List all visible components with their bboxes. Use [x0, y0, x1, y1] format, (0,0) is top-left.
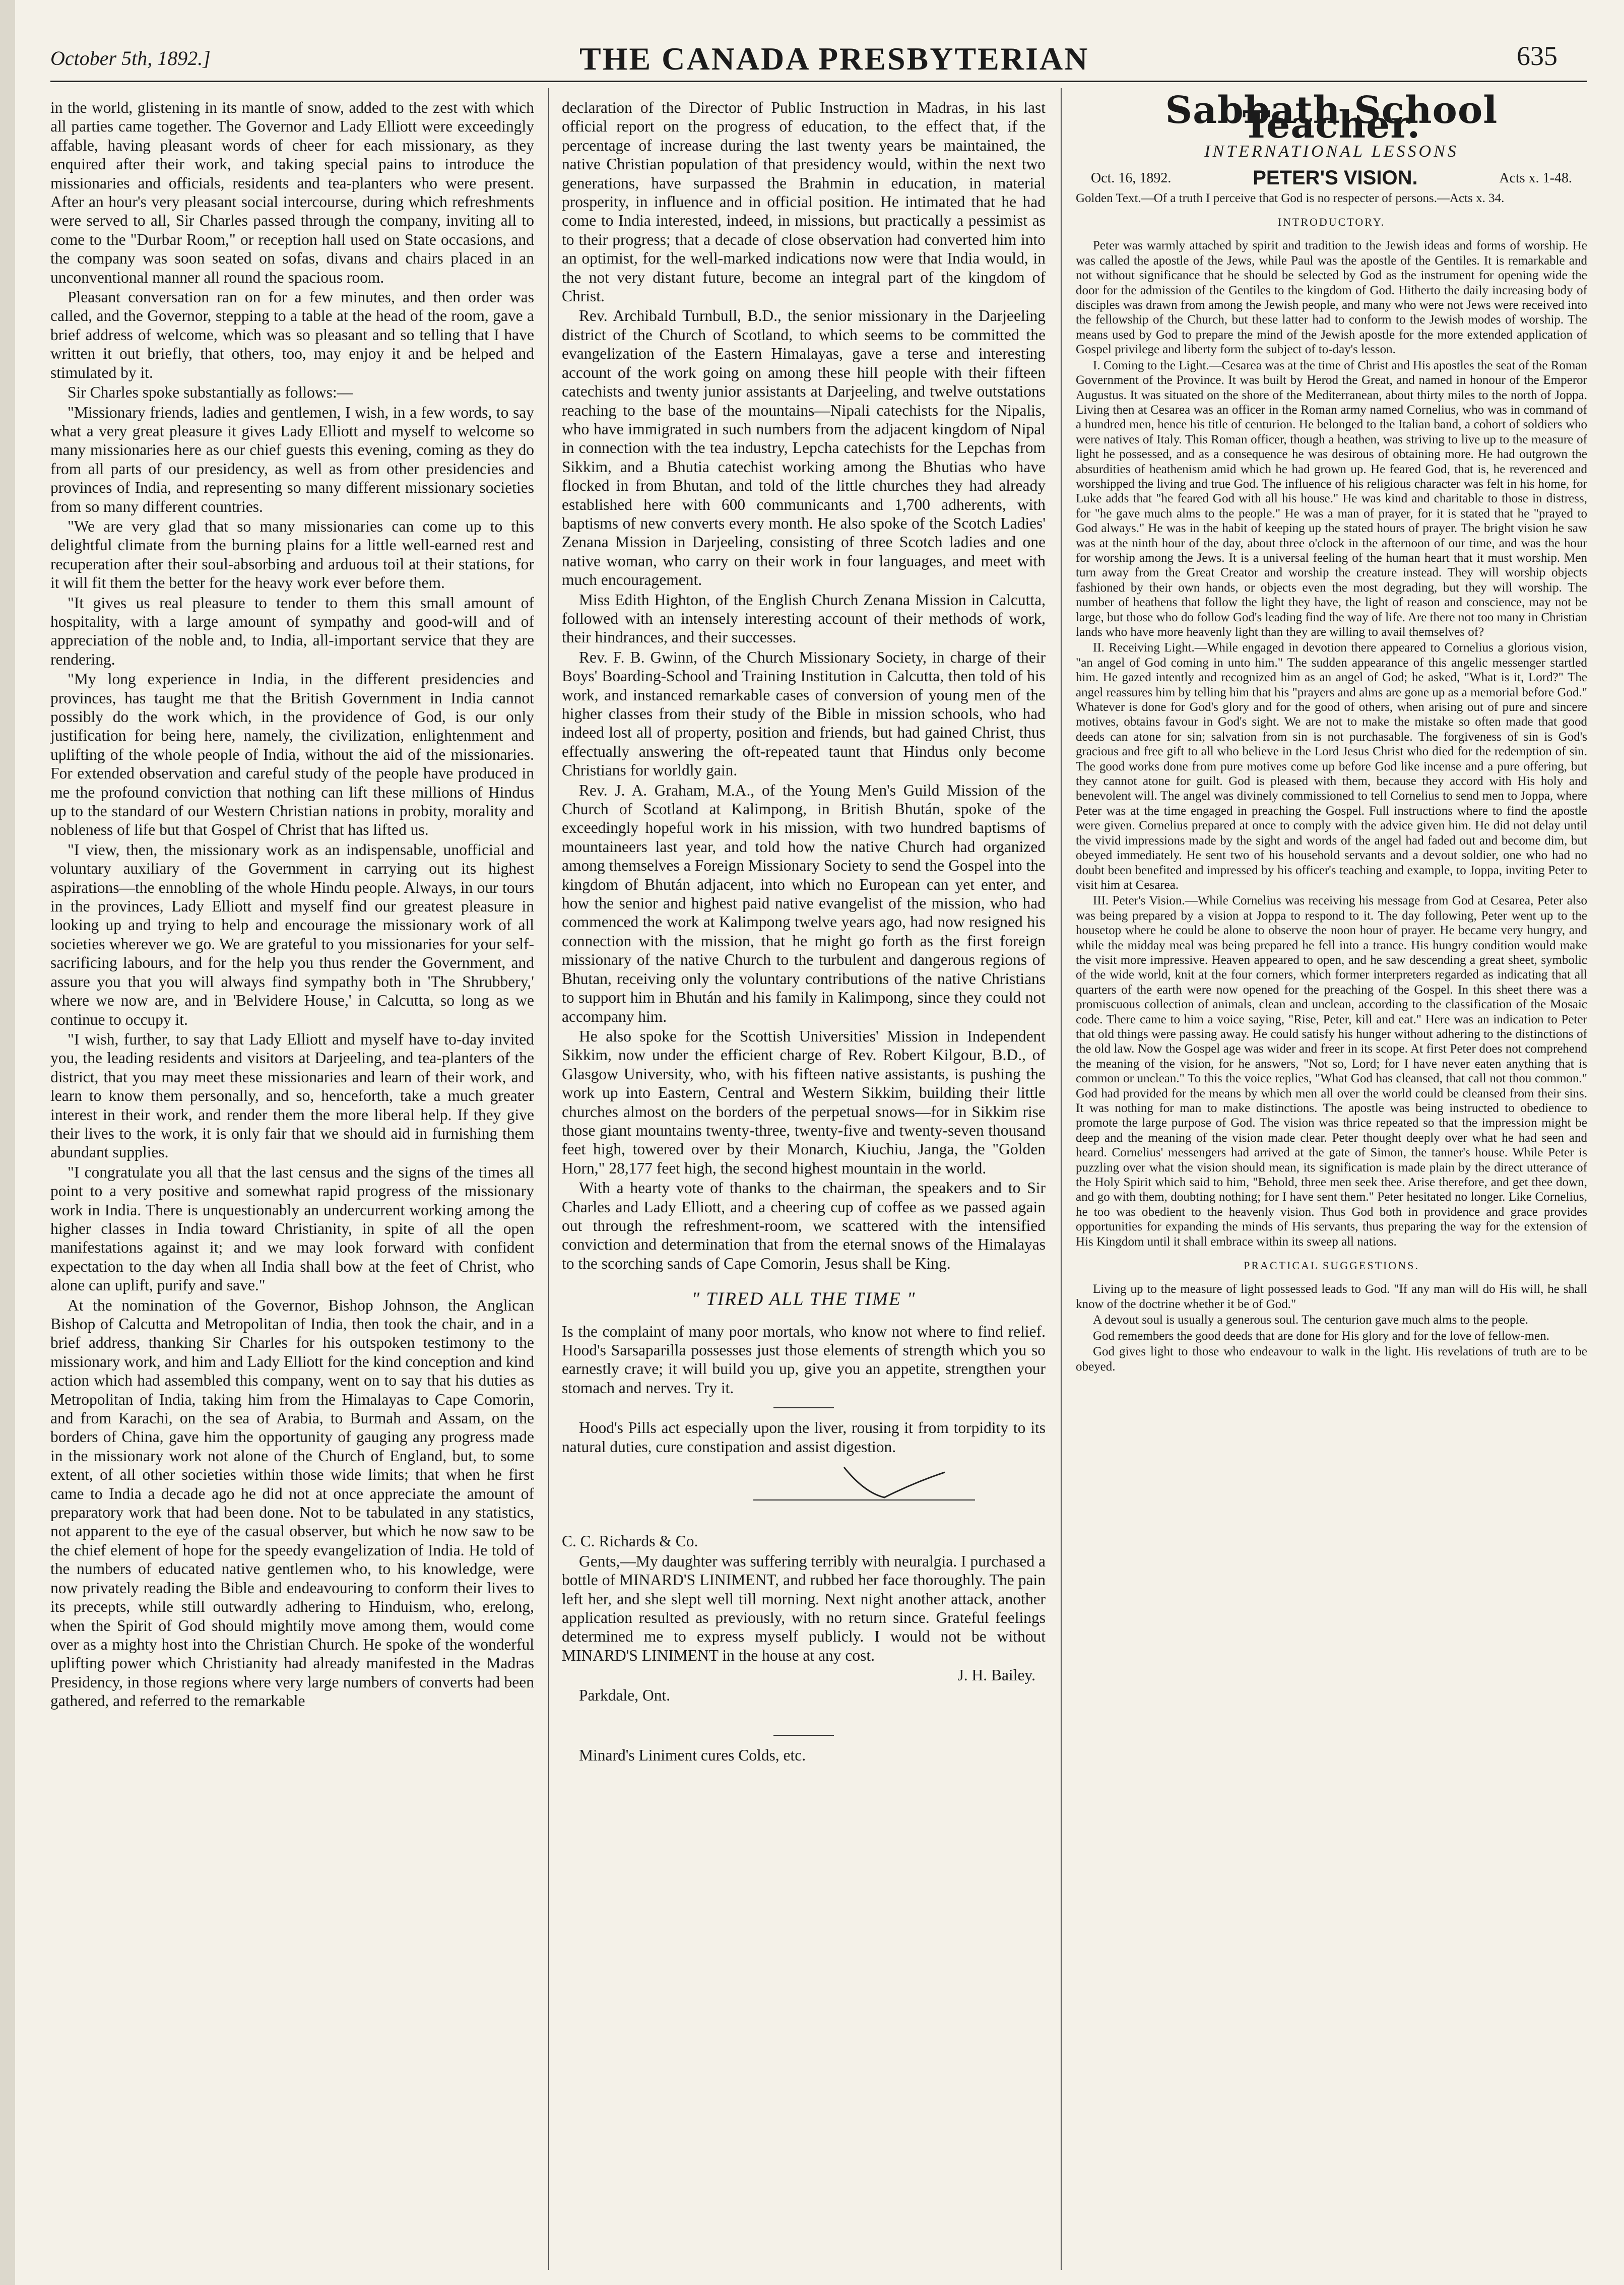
section-subtitle: INTERNATIONAL LESSONS — [1204, 142, 1459, 161]
paragraph: God gives light to those who endeavour to walk in the light. His revelations of truth are to be obeyed. — [1076, 1345, 1587, 1374]
page-number: 635 — [1517, 41, 1557, 71]
divider — [773, 1407, 834, 1408]
paragraph: "I view, then, the missionary work as an indispensable, unofficial and voluntary auxiliary of the Government in carrying out its highest aspirations—the ennobling of the whole Hindu people. Always, in our tours in the provinces, Lady Elliott and myself find our greatest pleasure in looking up and trying to help and encourage the missionary work of all societies wherever we go. We are grateful to you missionaries for your self-sacrificing labours, and for the help you thus render the Government, and assure you that you will always find sympathy both in 'The Shrubbery,' where we now are, and in 'Belvidere House,' in Calcutta, so long as we continue to occupy it. — [50, 840, 534, 1028]
paragraph: II. Receiving Light.—While engaged in devotion there appeared to Cornelius a glorious vision, "an angel of God coming in unto him." The sudden appearance of this angelic messenger startled him. He gazed intently and recognized him as an angel of God; he asked, "What is it, Lord?" The angel reassures him by telling him that his "prayers and alms are gone up as a memorial before God." Whatever is done for God's glory and for the good of others, when arising out of pure and sincere motives, obtains favour in God's sight. We are not to make the mistake so often made that good deeds can atone for sin; salvation from sin is not purchasable. The forgiveness of sin is God's gracious and free gift to all who believe in the Lord Jesus Christ who died for the redemption of sin. The good works done from pure motives come up before God like incense and a pure offering, but they cannot atone for guilt. God is pleased with them, because they accord with His holy and benevolent will. The angel was divinely commissioned to tell Cornelius to send men to Joppa, where Peter was at the time engaged in preaching the Gospel. Full instructions where to find the apostle were given. Cornelius prepared at once to comply with the advice given him. He did not delay until the vivid impressions made by the sight and words of the angel had faded out and become dim, but obeyed immediately. He sent two of his household servants and a devout soldier, one who had no doubt been benefited and impressed by his officer's teaching and example, to Joppa, inviting Peter to visit him at Cesarea. — [1076, 641, 1587, 892]
paragraph: III. Peter's Vision.—While Cornelius was receiving his message from God at Cesarea, Peter also was being prepared by a vision at Joppa to respond to it. The day following, Peter went up to the housetop where he could be alone to observe the noon hour of prayer. He became very hungry, and while the midday meal was being prepared he fell into a trance. His hungry condition would make the visit more impressive. Heaven appeared to open, and he saw descending a great sheet, symbolic of the wide world, knit at the four corners, which former interpreters regarded as indicating that all quarters of the earth were now opened for the preaching of the Gospel. In this sheet there was a promiscuous collection of animals, clean and unclean, according to the classification of the Mosaic code. There came to him a voice saying, "Rise, Peter, kill and eat." Here was an indication to Peter that old things were passing away. He could satisfy his hunger without adhering to the distinctions of the old law. Now the Gospel age was wider and freer in its scope. At first Peter does not comprehend the meaning of the vision, for he answers, "Not so, Lord; for I have never eaten anything that is common or unclean." To this the voice replies, "What God has cleansed, that call not thou common." God had provided for the means by which men all over the world could be cleansed from their sins. It was nothing for man to make distinctions. The apostle was being instructed to obedience to promote the large purpose of God. The vision was thrice repeated so that the impression might be deep and the meaning of the vision made clear. Peter thought deeply over what he had seen and heard. Cornelius' messengers had arrived at the gate of Simon, the tanner's house. While Peter is puzzling over what the vision should mean, its signification is made plain by the direct utterance of the Holy Spirit which said to him, "Behold, three men seek thee. Arise therefore, and get thee down, and go with them, doubting nothing; for I have sent them." Peter hesitated no longer. Like Cornelius, he too was obedient to the heavenly vision. Thus God both in providence and grace provides opportunities for expanding the minds of His servants, thus preparing the way for the extension of His Kingdom until it shall embrace within its sweep all nations. — [1076, 894, 1587, 1249]
handwritten-mark — [562, 1462, 1046, 1508]
paragraph: "Missionary friends, ladies and gentlemen, I wish, in a few words, to say what a very great pleasure it gives Lady Elliott and myself to welcome so many missionaries here as our chief guests this evening, coming as they do from all parts of our presidency, as well as from other presidencies and provinces of India, and representing so many different missionary societies from so many different countries. — [50, 403, 534, 515]
advertisement-text: Is the complaint of many poor mortals, who know not where to find relief. Hood's Sarsaparilla possesses just those elements of strength which you so earnestly crave; it will build you up, give you an appetite, strengthen your stomach and nerves. Try it. — [562, 1322, 1046, 1397]
lesson-date: Oct. 16, 1892. — [1091, 170, 1172, 186]
paragraph: At the nomination of the Governor, Bishop Johnson, the Anglican Bishop of Calcutta and Metropolitan of India, then took the chair, and in a brief address, thanking Sir Charles for his outspoken testimony to the missionary work, and him and Lady Elliott for the kind conception and kind action which had assembled this company, went on to say that his duties as Metropolitan of India, taking him from the Himalayas to Cape Comorin, and from Karachi, on the sea of Arabia, to Burmah and Assam, on the borders of China, gave him the opportunity of gauging any progress made in the missionary work not alone of the Church of England, but, to some extent, of all other societies within those wide limits; that when he first came to India a decade ago he did not at once appreciate the amount of preparatory work that had been done. Not to be tabulated in any statistics, not apparent to the eye of the casual observer, but which he now saw to be the chief element of hope for the speedy evangelization of India. He told of the numbers of educated native gentlemen who, to his knowledge, were now privately reading the Bible and endeavouring to conform their lives to its precepts, while still outwardly adhering to Hinduism, who, erelong, when the Spirit of God should mightily move among them, would come over as a mighty host into the Christian Church. He spoke of the wonderful uplifting power which Christianity had already manifested in the Madras Presidency, in those regions where very large numbers of converts had been gathered, and referred to the remarkable — [50, 1296, 534, 1710]
binding-edge — [0, 0, 15, 2285]
paragraph: I. Coming to the Light.—Cesarea was at the time of Christ and His apostles the seat of the Roman Government of the Province. It was built by Herod the Great, and named in honour of the Emperor Augustus. It was situated on the shore of the Mediterranean, about thirty miles to the north of Joppa. Living then at Cesarea was an officer in the Roman army named Cornelius, who was in command of a hundred men, hence his title of centurion. He belonged to the Italian band, a cohort of soldiers who were natives of Italy. This Roman officer, though a heathen, was striving to live up to the measure of light he possessed, and as a consequence he was desirous of obtaining more. He had outgrown the absurdities of heathenism amid which he had grown up. He feared God, that is, he reverenced and worshipped the living and true God. The influence of his religious character was felt in his home, for Luke adds that "he feared God with all his house." He was kind and charitable to those in distress, for "he gave much alms to the people." He was a man of prayer, for it is stated that he "prayed to God always." He was in the habit of keeping up the stated hours of prayer. The bright vision he saw was at the ninth hour of the day, about three o'clock in the afternoon of our time, and was the hour for worship among the Jews. It is a universal feeling of the human heart that it must worship. Men turn away from the Great Creator and worship the creature instead. They will worship objects fashioned by their own hands, or objects even the most degrading, but they will worship. The number of heathens that follow the light they have, the light of reason and conscience, may not be large, but those who do follow God's leading find the way of life. Are there not too many in Christian lands who have more heavenly light than they are willing to avail themselves of? — [1076, 358, 1587, 639]
divider — [773, 1735, 834, 1736]
paragraph: Sir Charles spoke substantially as follows:— — [68, 383, 353, 402]
paragraph: He also spoke for the Scottish Universities' Mission in Independent Sikkim, now under the efficient charge of Rev. Robert Kilgour, B.D., of Glasgow University, who, with his fifteen native assistants, is pushing the work up into Eastern, Central and Western Sikkim, building their little churches almost on the borders of the perpetual snows—for in Sikkim rise those giant mountains twenty-three, twenty-five and twenty-seven thousand feet high, towered over by their Monarch, Kiuchiu, Janga, the "Golden Horn," 28,177 feet high, the second highest mountain in the world. — [562, 1027, 1046, 1177]
paragraph: "We are very glad that so many missionaries can come up to this delightful climate from the burning plains for a little well-earned rest and recuperation after their soul-absorbing and arduous toil at their stations, for it will fit them the better for the heavy work ever before them. — [50, 517, 534, 592]
section-title: Sabbath School Teacher. — [1165, 89, 1498, 147]
lesson-title: PETER'S VISION. — [1253, 167, 1418, 189]
paragraph: declaration of the Director of Public Instruction in Madras, in his last official report on the progress of education, to the effect that, if the percentage of increase during the last twenty years be maintained, the native Christian population of that presidency would, within the next two generations, have surpassed the Brahmin in education, in material prosperity, in influence and in official position. He intimated that he had come to India interested, indeed, in missions, but practically a pessimist as to their progress; that a decade of close observation had converted him into an optimist, for the well-marked indications now were that India would, in the not very distant future, become an integral part of the kingdom of Christ. — [562, 99, 1046, 305]
header-rule — [50, 81, 1587, 82]
paragraph: "My long experience in India, in the different presidencies and provinces, has taught me that the British Government in India cannot possibly do the work which, in the providence of God, is our only justification for being here, namely, the civilization, enlightenment and uplifting of the whole people of India, without the aid of the missionaries. For extended observation and careful study of the people have produced in me the profound conviction that nothing can lift these millions of Hindus up to the standard of our Western Christian nations in probity, morality and nobleness of life but that Gospel of Christ that has lifted us. — [50, 670, 534, 839]
paragraph: "I wish, further, to say that Lady Elliott and myself have to-day invited you, the leading residents and visitors at Darjeeling, and tea-planters of the district, that you may meet these missionaries and learn of their work, and learn to know them personally, and so, henceforth, take a much greater interest in their work, and render them the more liberal help. If they give their lives to the work, it is only fair that we should aid in furnishing them abundant supplies. — [50, 1030, 534, 1161]
paragraph: "I congratulate you all that the last census and the signs of the times all point to a very positive and somewhat rapid progress of the missionary work in India. There is unquestionably an undercurrent working among the higher classes in India toward Christianity, in spite of all the open manifestations against it; and we may look forward with confident expectation to the day when all India shall bow at the feet of Christ, who alone can uplift, purify and save." — [50, 1163, 534, 1294]
article-column-2 — [562, 98, 1046, 1766]
header-date: October 5th, 1892.] — [50, 47, 211, 70]
lesson-header — [1091, 167, 1572, 189]
article-column-1 — [50, 98, 534, 1712]
paragraph: Rev. J. A. Graham, M.A., of the Young Men's Guild Mission of the Church of Scotland at Kalimpong, in British Bhután, spoke of the exceedingly hopeful work in his mission, with two hundred baptisms of mountaineers last year, and told how the native Church had organized among themselves a Foreign Missionary Society to send the Gospel into the kingdom of Bhután adjacent, into which no European can yet enter, and how the senior and highest paid native evangelist of the mission, who had commenced the work at Kalimpong twelve years ago, had now resigned his connection with the mission, that he might go forth as the first foreign missionary of the native Church to the turbulent and dangerous regions of Bhutan, receiving only the voluntary contributions of the native Christians to support him in Bhután and his family in Kalimpong, since they could not accompany him. — [562, 781, 1046, 1025]
advertisement-place: Parkdale, Ont. — [579, 1686, 671, 1704]
advertisement-footer: Minard's Liniment cures Colds, etc. — [579, 1746, 806, 1765]
paragraph: in the world, glistening in its mantle of snow, added to the zest with which all parties came together. The Governor and Lady Elliott were exceedingly affable, having pleasant words of cheer for each missionary, as they enquired after their work, and taking special pains to introduce the missionaries and officials, residents and tea-planters who were present. After an hour's very pleasant social intercourse, during which refreshments were served to all, Sir Charles passed through the company, inviting all to come to the "Durbar Room," or reception hall used on State occasions, and the company was soon seated on sofas, divans and chairs placed in an unconventional manner all round the spacious room. — [50, 99, 534, 286]
paragraph: Rev. F. B. Gwinn, of the Church Missionary Society, in charge of their Boys' Boarding-School and Training Institution in Calcutta, then told of his work, and instanced remarkable cases of conversion of young men of the higher classes from their study of the Bible in mission schools, who had indeed lost all of property, position and friends, but had gained Christ, thus effectually answering the oft-repeated taunt that Hindus only become Christians for worldly gain. — [562, 648, 1046, 779]
masthead-title: THE CANADA PRESBYTERIAN — [579, 41, 1089, 77]
column-divider — [1061, 88, 1062, 2270]
paragraph: God remembers the good deeds that are done for His glory and for the love of fellow-men. — [1093, 1329, 1549, 1343]
advertisement-title: " TIRED ALL THE TIME " — [691, 1289, 916, 1310]
paragraph: Miss Edith Highton, of the English Church Zenana Mission in Calcutta, followed with an intensely interesting account of their methods of work, their hindrances, and their successes. — [562, 591, 1046, 646]
paragraph: A devout soul is usually a generous soul. The centurion gave much alms to the people. — [1093, 1313, 1528, 1327]
advertisement-text: Hood's Pills act especially upon the liver, rousing it from torpidity to its natural duties, cure constipation and assist digestion. — [562, 1419, 1046, 1456]
sabbath-school-column — [1076, 89, 1587, 1375]
column-divider — [548, 88, 549, 2270]
paragraph: With a hearty vote of thanks to the chairman, the speakers and to Sir Charles and Lady Elliott, and a cheering cup of coffee as we passed again out through the refreshment-room, we scattered with the intensified conviction and determination that from the eternal snows of the Himalayas to the scorching sands of Cape Comorin, Jesus shall be King. — [562, 1179, 1046, 1272]
subsection-heading: PRACTICAL SUGGESTIONS. — [1244, 1259, 1419, 1272]
advertisement-firm: C. C. Richards & Co. — [562, 1532, 698, 1550]
subsection-heading: INTRODUCTORY. — [1277, 216, 1386, 229]
advertisement-text: Gents,—My daughter was suffering terribly with neuralgia. I purchased a bottle of MINARD'S LINIMENT, and rubbed her face thoroughly. The pain left her, and she slept well till morning. Next night another attack, another application resulted as previously, with no return since. Grateful feelings determined me to express myself publicly. I would not be without MINARD'S LINIMENT in the house at any cost. — [562, 1552, 1046, 1664]
advertisement-signature: J. H. Bailey. — [957, 1666, 1035, 1684]
paragraph: "It gives us real pleasure to tender to them this small amount of hospitality, with a large amount of sympathy and good-will and of appreciation of the noble and, to India, all-important service that they are rendering. — [50, 594, 534, 668]
lesson-reference: Acts x. 1-48. — [1499, 170, 1572, 186]
golden-text: Golden Text.—Of a truth I perceive that God is no respecter of persons.—Acts x. 34. — [1076, 191, 1505, 205]
paragraph: Rev. Archibald Turnbull, B.D., the senior missionary in the Darjeeling district of the Church of Scotland, to which seems to be committed the evangelization of the Eastern Himalayas, gave a terse and interesting account of the work going on among these hill people with their fifteen catechists and twenty junior assistants at Darjeeling, and twelve outstations reaching to the base of the mountains—Nipali catechists for the Nipalis, who have immigrated in such numbers from the adjacent kingdom of Nipal in connection with the tea industry, Lepcha catechists for the Lepchas from Sikkim, and a Bhutia catechist working among the Bhutias who have flocked in from Bhutan, and told of the little churches they had already established here with 600 communicants and 1,700 adherents, with baptisms of new converts every month. He also spoke of the Scotch Ladies' Zenana Mission in Darjeeling, consisting of three Scotch ladies and one native woman, who carry on their work in four languages, and meet with much encouragement. — [562, 307, 1046, 589]
paragraph: Pleasant conversation ran on for a few minutes, and then order was called, and the Governor, stepping to a table at the head of the room, gave a brief address of welcome, which was so pleasant and so telling that I have written it out briefly, that others, too, may enjoy it and be helped and stimulated by it. — [50, 288, 534, 381]
paragraph: Living up to the measure of light possessed leads to God. "If any man will do His will, he shall know of the doctrine whether it be of God." — [1076, 1282, 1587, 1311]
paragraph: Peter was warmly attached by spirit and tradition to the Jewish ideas and forms of worship. He was called the apostle of the Jews, while Paul was the apostle of the Gentiles. It is remarkable and not without significance that he should be selected by God as the instrument for opening wide the door for the admission of the Gentiles to the kingdom of God. Hitherto the daily increasing body of disciples was drawn from among the Jewish people, and many who were not Jews were received into the fellowship of the Church, but these latter had to conform to the Jewish modes of worship. The means used by God to prepare the mind of the Jewish apostle for the more extended application of Gospel privilege and liberty form the subject of to-day's lesson. — [1076, 239, 1587, 357]
